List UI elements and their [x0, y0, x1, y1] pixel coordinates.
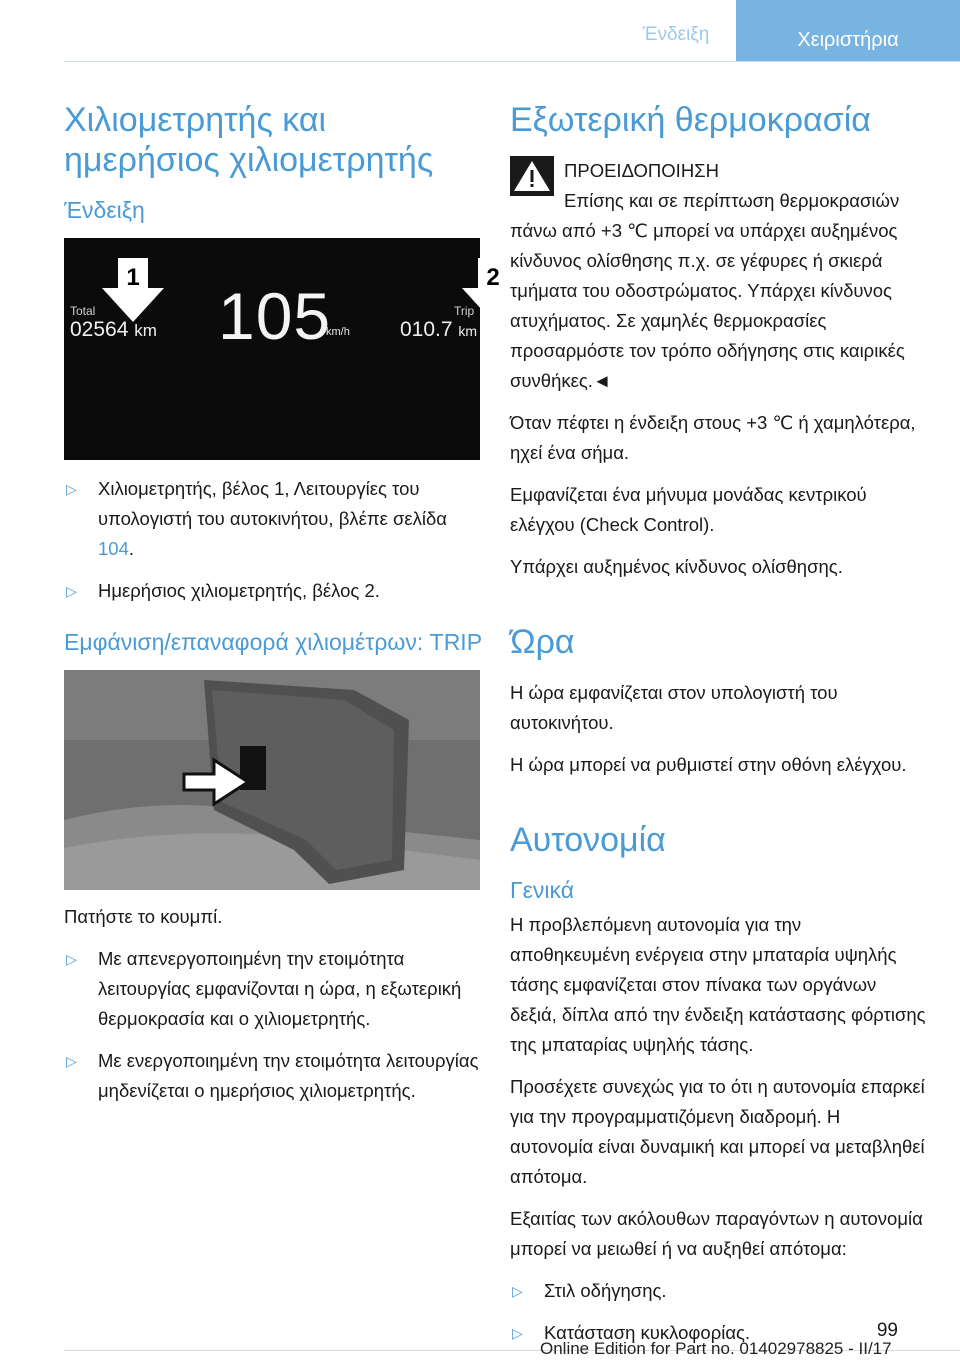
list-item: ▷ Στιλ οδήγησης.	[510, 1276, 926, 1306]
range-heading: Αυτονομία	[510, 821, 666, 859]
bullet-triangle-icon: ▷	[66, 951, 77, 967]
arrow-number-2: 2	[486, 264, 500, 291]
bullet-triangle-icon: ▷	[66, 1053, 77, 1069]
warning-title: ΠΡΟΕΙΔΟΠΟΙΗΣΗ	[564, 160, 719, 181]
instrument-cluster-image	[64, 238, 500, 460]
speed-unit: km/h	[326, 326, 350, 338]
bullet-triangle-icon: ▷	[66, 583, 77, 599]
page-link-104[interactable]: 104	[98, 538, 129, 559]
paragraph: Η ώρα εμφανίζεται στον υπολογιστή του αυτοκινήτου.	[510, 682, 838, 733]
page-number: 99	[876, 1320, 898, 1341]
general-subheading: Γενικά	[510, 877, 575, 903]
paragraph: Όταν πέφτει η ένδειξη στους +3 ℃ ή χαμηλότερα, ηχεί ένα σήμα.	[510, 412, 916, 463]
header-section-label: Ένδειξη	[642, 24, 710, 45]
odometer-heading: Χιλιομετρητής και ημερήσιος χιλιομετρητής	[64, 101, 434, 179]
bullet-triangle-icon: ▷	[66, 481, 77, 497]
footer-edition: Online Edition for Part no. 01402978825 - II/17	[540, 1339, 892, 1358]
trip-reset-subheading: Εμφάνιση/επαναφορά χιλιομέτρων: TRIP	[64, 629, 483, 655]
paragraph: Προσέχετε συνεχώς για το ότι η αυτονομία επαρκεί για την προγραμματιζόμενη διαδρομή. Η αυτονομία είναι δυναμική και μπορεί να μεταβληθεί απότομα.	[510, 1076, 925, 1187]
list-item: ▷ Με απενεργοποιημένη την ετοιμότητα λειτουργίας εμφανίζονται η ώρα, η εξωτερική θερμοκρασία και ο χιλιομετρητής.	[64, 944, 484, 1034]
paragraph: Η ώρα μπορεί να ρυθμιστεί στην οθόνη ελέγχου.	[510, 754, 907, 775]
warning-block	[510, 156, 926, 396]
paragraph: Εμφανίζεται ένα μήνυμα μονάδας κεντρικού ελέγχου (Check Control).	[510, 484, 867, 535]
arrow-number-1: 1	[126, 264, 140, 291]
paragraph: Η προβλεπόμενη αυτονομία για την αποθηκευμένη ενέργεια στην μπαταρία υψηλής τάσης εμφανίζεται στον πίνακα των οργάνων δεξιά, δίπλα από την ένδειξη κατάστασης φόρτισης της μπαταρίας υψηλής τάσης.	[510, 914, 926, 1055]
display-subheading: Ένδειξη	[64, 197, 145, 223]
list-item: ▷ Με ενεργοποιημένη την ετοιμότητα λειτουργίας μηδενίζεται ο ημερήσιος χιλιομετρητής.	[64, 1046, 484, 1106]
right-column	[510, 100, 926, 1360]
paragraph: Εξαιτίας των ακόλουθων παραγόντων η αυτονομία μπορεί να μειωθεί ή να αυξηθεί απότομα:	[510, 1208, 923, 1259]
warning-text: πάνω από +3 ℃ μπορεί να υπάρχει αυξημένος κίνδυνος ολίσθησης π.χ. σε γέφυρες ή σκιερά τμήματα του οδοστρώματος. Υπάρχει κίνδυνος ατυχήματος. Σε χαμηλές θερμοκρασίες προσαρμόστε τον τρόπο οδήγησης στις καιρικές συνθήκες.◄	[510, 220, 905, 391]
warning-text-first-line: Επίσης και σε περίπτωση θερμοκρασιών	[564, 190, 900, 211]
trip-label: Trip	[454, 304, 475, 318]
list-item: ▷ Ημερήσιος χιλιομετρητής, βέλος 2.	[64, 576, 484, 606]
page-header	[0, 0, 960, 62]
time-heading: Ώρα	[510, 623, 575, 661]
list-item: ▷ Κατάσταση κυκλοφορίας.	[510, 1318, 926, 1348]
paragraph: Υπάρχει αυξημένος κίνδυνος ολίσθησης.	[510, 556, 843, 577]
outside-temperature-heading: Εξωτερική θερμοκρασία	[510, 101, 871, 139]
left-column	[64, 100, 500, 1118]
speed-value: 105	[218, 279, 332, 353]
header-chapter-tab: Χειριστήρια	[736, 0, 960, 62]
bullet-triangle-icon: ▷	[512, 1325, 523, 1341]
total-unit: km	[134, 321, 157, 340]
warning-triangle-icon	[510, 156, 554, 196]
total-label: Total	[70, 304, 96, 318]
bullet-triangle-icon: ▷	[512, 1283, 523, 1299]
press-button-text: Πατήστε το κουμπί.	[64, 906, 223, 927]
trip-button-photo	[64, 670, 480, 890]
total-value: 02564 km	[70, 318, 157, 341]
trip-value: 010.7 km	[400, 318, 478, 341]
header-rule	[64, 61, 960, 62]
list-item: ▷ Χιλιομετρητής, βέλος 1, Λειτουργίες του υπολογιστή του αυτοκινήτου, βλέπε σελίδα 104.	[64, 474, 484, 564]
trip-unit: km	[458, 323, 478, 339]
